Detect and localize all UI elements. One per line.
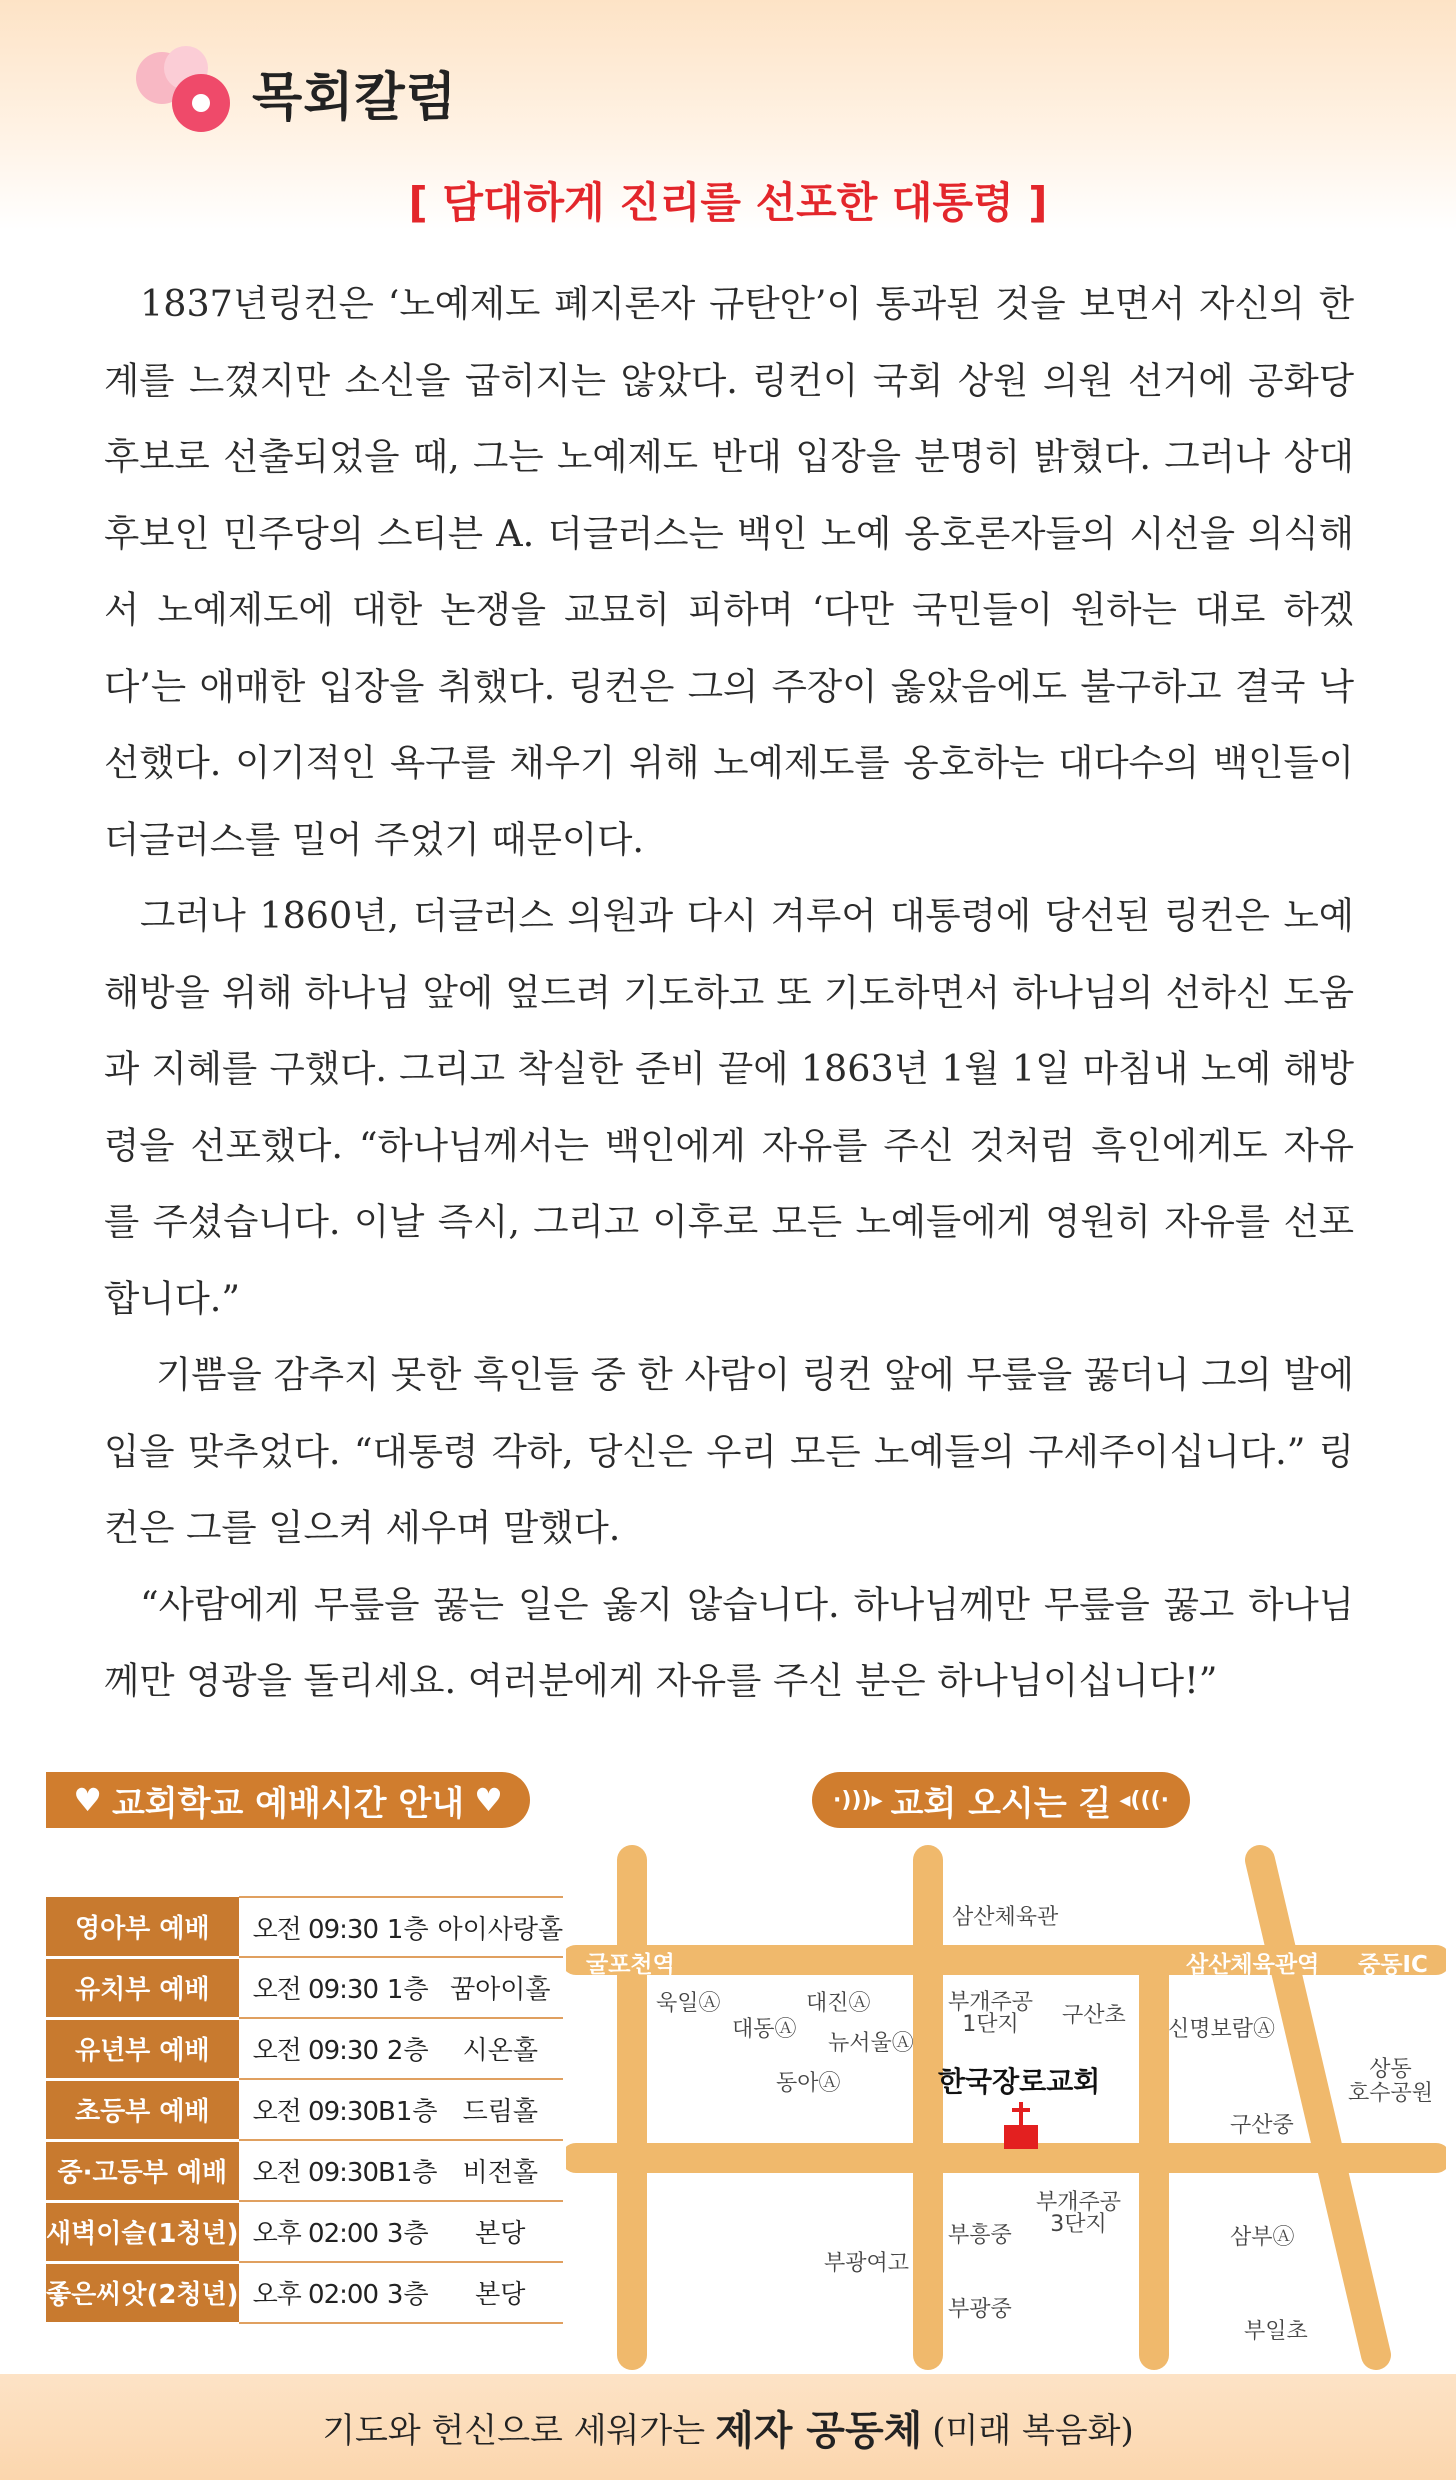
table-row bbox=[46, 2140, 563, 2201]
floor-cell: B1층 bbox=[378, 2140, 438, 2201]
map-label-gusan-elem: 구산초 bbox=[1062, 2003, 1126, 2028]
map-label-gulpo-station: 굴포천역 bbox=[586, 1952, 675, 1978]
floor-cell: 1층 bbox=[378, 1957, 438, 2018]
column-title: 목회칼럼 bbox=[252, 67, 457, 128]
place-cell: 비전홀 bbox=[438, 2140, 564, 2201]
column-header bbox=[128, 44, 457, 140]
table-row bbox=[46, 2079, 563, 2140]
floor-cell: 2층 bbox=[378, 2018, 438, 2079]
place-cell: 시온홀 bbox=[438, 2018, 564, 2079]
directions-header bbox=[812, 1772, 1190, 1828]
floor-cell: 1층 bbox=[378, 1897, 438, 1957]
footer-highlight: 제자 공동체 bbox=[715, 2406, 923, 2454]
map-label-newseoul: 뉴서울Ⓐ bbox=[828, 2031, 914, 2056]
directions-map bbox=[566, 1840, 1446, 2370]
table-row bbox=[46, 2018, 563, 2079]
sound-wave-icon: ◂(((· bbox=[1119, 1787, 1169, 1813]
dept-cell: 새벽이슬(1청년) bbox=[46, 2201, 239, 2262]
floor-cell: 3층 bbox=[378, 2201, 438, 2262]
map-label-samsan-gym-station: 삼산체육관역 bbox=[1186, 1952, 1320, 1978]
article-paragraph: “사람에게 무릎을 꿇는 일은 옳지 않습니다. 하나님께만 무릎을 꿇고 하나님께만 영광을 돌리세요. 여러분에게 자유를 주신 분은 하나님이십니다!” bbox=[104, 1582, 1354, 1702]
map-label-samboo: 삼부Ⓐ bbox=[1230, 2225, 1295, 2250]
place-cell: 본당 bbox=[438, 2201, 564, 2262]
article-title: [ 담대하게 진리를 선포한 대통령 ] bbox=[408, 178, 1048, 227]
article-paragraph: 기쁨을 감추지 못한 흑인들 중 한 사람이 링컨 앞에 무릎을 꿇더니 그의 발에 입을 맞추었다. “대통령 각하, 당신은 우리 모든 노예들의 구세주이십니다.” 링컨은 그를 일으켜 세우며 말했다. bbox=[104, 1353, 1354, 1549]
article-paragraph: 1837년링컨은 ‘노예제도 폐지론자 규탄안’이 통과된 것을 보면서 자신의 한계를 느꼈지만 소신을 굽히지는 않았다. 링컨이 국회 상원 의원 선거에 공화당 후보로 선출되었을 때, 그는 노예제도 반대 입장을 분명히 밝혔다. 그러나 상대 후보인 민주당의 스티븐 A. 더글러스는 백인 노예 옹호론자들의 시선을 의식해서 노예제도에 대한 논쟁을 교묘히 피하며 ‘다만 국민들이 원하는 대로 하겠다’는 애매한 입장을 취했다. 링컨은 그의 주장이 옳았음에도 불구하고 결국 낙선했다. 이기적인 욕구를 채우기 위해 노예제도를 옹호하는 대다수의 백인들이 더글러스를 밀어 주었기 때문이다. bbox=[104, 282, 1354, 861]
time-cell: 오전 09:30 bbox=[239, 2140, 378, 2201]
map-label-jungdong-ic: 중동IC bbox=[1358, 1952, 1428, 1978]
dept-cell: 초등부 예배 bbox=[46, 2079, 239, 2140]
time-cell: 오후 02:00 bbox=[239, 2262, 378, 2323]
map-label-bugae3: 부개주공 3단지 bbox=[1036, 2190, 1122, 2237]
footer-text: 기도와 헌신으로 세워가는 bbox=[322, 2410, 706, 2451]
table-row bbox=[46, 1897, 563, 1957]
time-cell: 오전 09:30 bbox=[239, 1897, 378, 1957]
map-label-bugwang-mid: 부광중 bbox=[948, 2297, 1012, 2322]
time-cell: 오후 02:00 bbox=[239, 2201, 378, 2262]
map-label-daedong: 대동Ⓐ bbox=[732, 2017, 797, 2042]
dept-cell: 중·고등부 예배 bbox=[46, 2140, 239, 2201]
table-row bbox=[46, 2201, 563, 2262]
dept-cell: 좋은씨앗(2청년) bbox=[46, 2262, 239, 2323]
time-cell: 오전 09:30 bbox=[239, 2079, 378, 2140]
place-cell: 꿈아이홀 bbox=[438, 1957, 564, 2018]
sound-wave-icon: ·)))▸ bbox=[833, 1787, 883, 1813]
map-label-samsan-gym: 삼산체육관 bbox=[952, 1905, 1059, 1930]
article-body bbox=[104, 266, 1354, 1720]
dept-cell: 유치부 예배 bbox=[46, 1957, 239, 2018]
map-label-sangdong-park: 상동 호수공원 bbox=[1348, 2057, 1434, 2106]
map-label-buheung-mid: 부흥중 bbox=[948, 2223, 1012, 2248]
schedule-header bbox=[46, 1772, 530, 1828]
time-cell: 오전 09:30 bbox=[239, 2018, 378, 2079]
footer-banner bbox=[0, 2374, 1456, 2480]
flower-icon bbox=[128, 44, 238, 140]
place-cell: 드림홀 bbox=[438, 2079, 564, 2140]
place-cell: 본당 bbox=[438, 2262, 564, 2323]
schedule-table bbox=[46, 1896, 563, 2325]
map-label-donga: 동아Ⓐ bbox=[776, 2071, 841, 2096]
map-label-daejin: 대진Ⓐ bbox=[806, 1991, 871, 2016]
directions-title: 교회 오시는 길 bbox=[890, 1783, 1112, 1824]
schedule-title: 교회학교 예배시간 안내 bbox=[111, 1783, 465, 1824]
article-paragraph: 그러나 1860년, 더글러스 의원과 다시 겨루어 대통령에 당선된 링컨은 노예 해방을 위해 하나님 앞에 엎드려 기도하고 또 기도하면서 하나님의 선하신 도움과 지혜를 구했다. 그리고 착실한 준비 끝에 1863년 1월 1일 마침내 노예 해방령을 선포했다. “하나님께서는 백인에게 자유를 주신 것처럼 흑인에게도 자유를 주셨습니다. 이날 즉시, 그리고 이후로 모든 노예들에게 영원히 자유를 선포합니다.” bbox=[104, 894, 1354, 1320]
place-cell: 아이사랑홀 bbox=[438, 1897, 564, 1957]
floor-cell: B1층 bbox=[378, 2079, 438, 2140]
map-label-ogil: 욱일Ⓐ bbox=[656, 1991, 721, 2016]
table-row bbox=[46, 2262, 563, 2323]
map-label-bugwang-girls: 부광여고 bbox=[824, 2251, 910, 2276]
footer-text: (미래 복음화) bbox=[932, 2410, 1134, 2451]
dept-cell: 유년부 예배 bbox=[46, 2018, 239, 2079]
heart-icon: ♥ bbox=[474, 1781, 503, 1819]
map-label-gusan-mid: 구산중 bbox=[1230, 2113, 1294, 2138]
floor-cell: 3층 bbox=[378, 2262, 438, 2323]
map-label-sinmyeong: 신명보람Ⓐ bbox=[1168, 2017, 1276, 2042]
church-marker bbox=[1004, 2125, 1038, 2149]
table-row bbox=[46, 1957, 563, 2018]
map-label-buil-elem: 부일초 bbox=[1244, 2319, 1308, 2344]
dept-cell: 영아부 예배 bbox=[46, 1897, 239, 1957]
heart-icon: ♥ bbox=[73, 1781, 102, 1819]
church-name: 한국장로교회 bbox=[938, 2065, 1101, 2098]
time-cell: 오전 09:30 bbox=[239, 1957, 378, 2018]
map-label-bugae1: 부개주공 1단지 bbox=[948, 1990, 1034, 2037]
